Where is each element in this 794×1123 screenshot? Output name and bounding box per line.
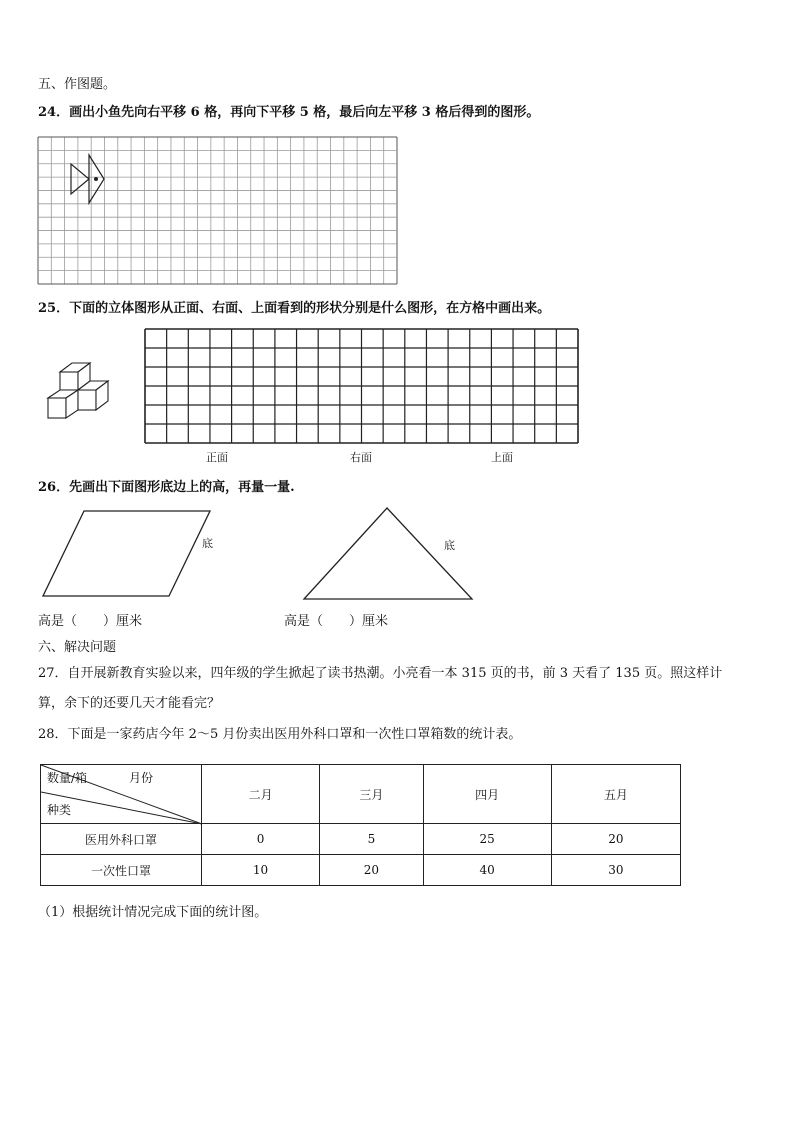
table-row — [41, 824, 681, 855]
month-header: 四月 — [423, 765, 551, 824]
fish-eye — [94, 177, 98, 181]
table-cell: 0 — [201, 824, 319, 855]
header-quantity: 数量/箱 — [47, 771, 88, 785]
table-cell: 5 — [320, 824, 423, 855]
header-kind: 种类 — [47, 803, 72, 817]
question-24-text: 24．画出小鱼先向右平移 6 格，再向下平移 5 格，最后向左平移 3 格后得到的图形。 — [38, 105, 540, 120]
question-27-line-2: 算，余下的还要几天才能看完？ — [38, 696, 221, 711]
parallelogram-shape — [43, 511, 210, 596]
question-27-line-1: 27．自开展新教育实验以来，四年级的学生掀起了读书热潮。小亮看一本 315 页的书，前 3 天看了 135 页。照这样计 — [38, 666, 723, 681]
table-cell: 30 — [551, 855, 680, 886]
header-month: 月份 — [129, 771, 154, 785]
section-6-title: 六、解决问题 — [38, 640, 117, 655]
cube-bottom-right — [78, 390, 96, 410]
cube-bottom-left — [48, 398, 66, 418]
q26-figures — [40, 505, 480, 605]
section-5-title: 五、作图题。 — [38, 77, 117, 92]
parallelogram-base-label: 底 — [202, 537, 213, 550]
table-corner-cell — [41, 765, 202, 824]
table-cell: 20 — [551, 824, 680, 855]
view-label-top: 上面 — [491, 451, 513, 464]
table-cell: 25 — [423, 824, 551, 855]
table-cell: 10 — [201, 855, 319, 886]
view-label-right: 右面 — [350, 451, 372, 464]
question-25-grid — [145, 329, 579, 444]
month-header: 二月 — [201, 765, 319, 824]
triangle-answer: 高是（ ）厘米 — [284, 614, 389, 629]
question-25-text: 25．下面的立体图形从正面、右面、上面看到的形状分别是什么图形，在方格中画出来。 — [38, 301, 551, 316]
fish-tail-shape — [71, 164, 89, 194]
fish-figure — [38, 137, 398, 285]
month-header: 五月 — [551, 765, 680, 824]
question-28-sub-1: （1）根据统计情况完成下面的统计图。 — [38, 905, 268, 920]
row-name: 医用外科口罩 — [41, 824, 202, 855]
row-name: 一次性口罩 — [41, 855, 202, 886]
month-header: 三月 — [320, 765, 423, 824]
statistics-table — [40, 764, 681, 886]
table-row — [41, 855, 681, 886]
cube-figure — [44, 360, 116, 424]
question-28-text: 28．下面是一家药店今年 2～5 月份卖出医用外科口罩和一次性口罩箱数的统计表。 — [38, 727, 522, 742]
parallelogram-answer: 高是（ ）厘米 — [38, 614, 143, 629]
view-label-front: 正面 — [206, 451, 228, 464]
question-26-text: 26．先画出下面图形底边上的高，再量一量. — [38, 480, 295, 495]
triangle-base-label: 底 — [444, 539, 455, 552]
table-header-row — [41, 765, 681, 824]
cube-top-front — [60, 372, 78, 390]
table-cell: 20 — [320, 855, 423, 886]
table-cell: 40 — [423, 855, 551, 886]
